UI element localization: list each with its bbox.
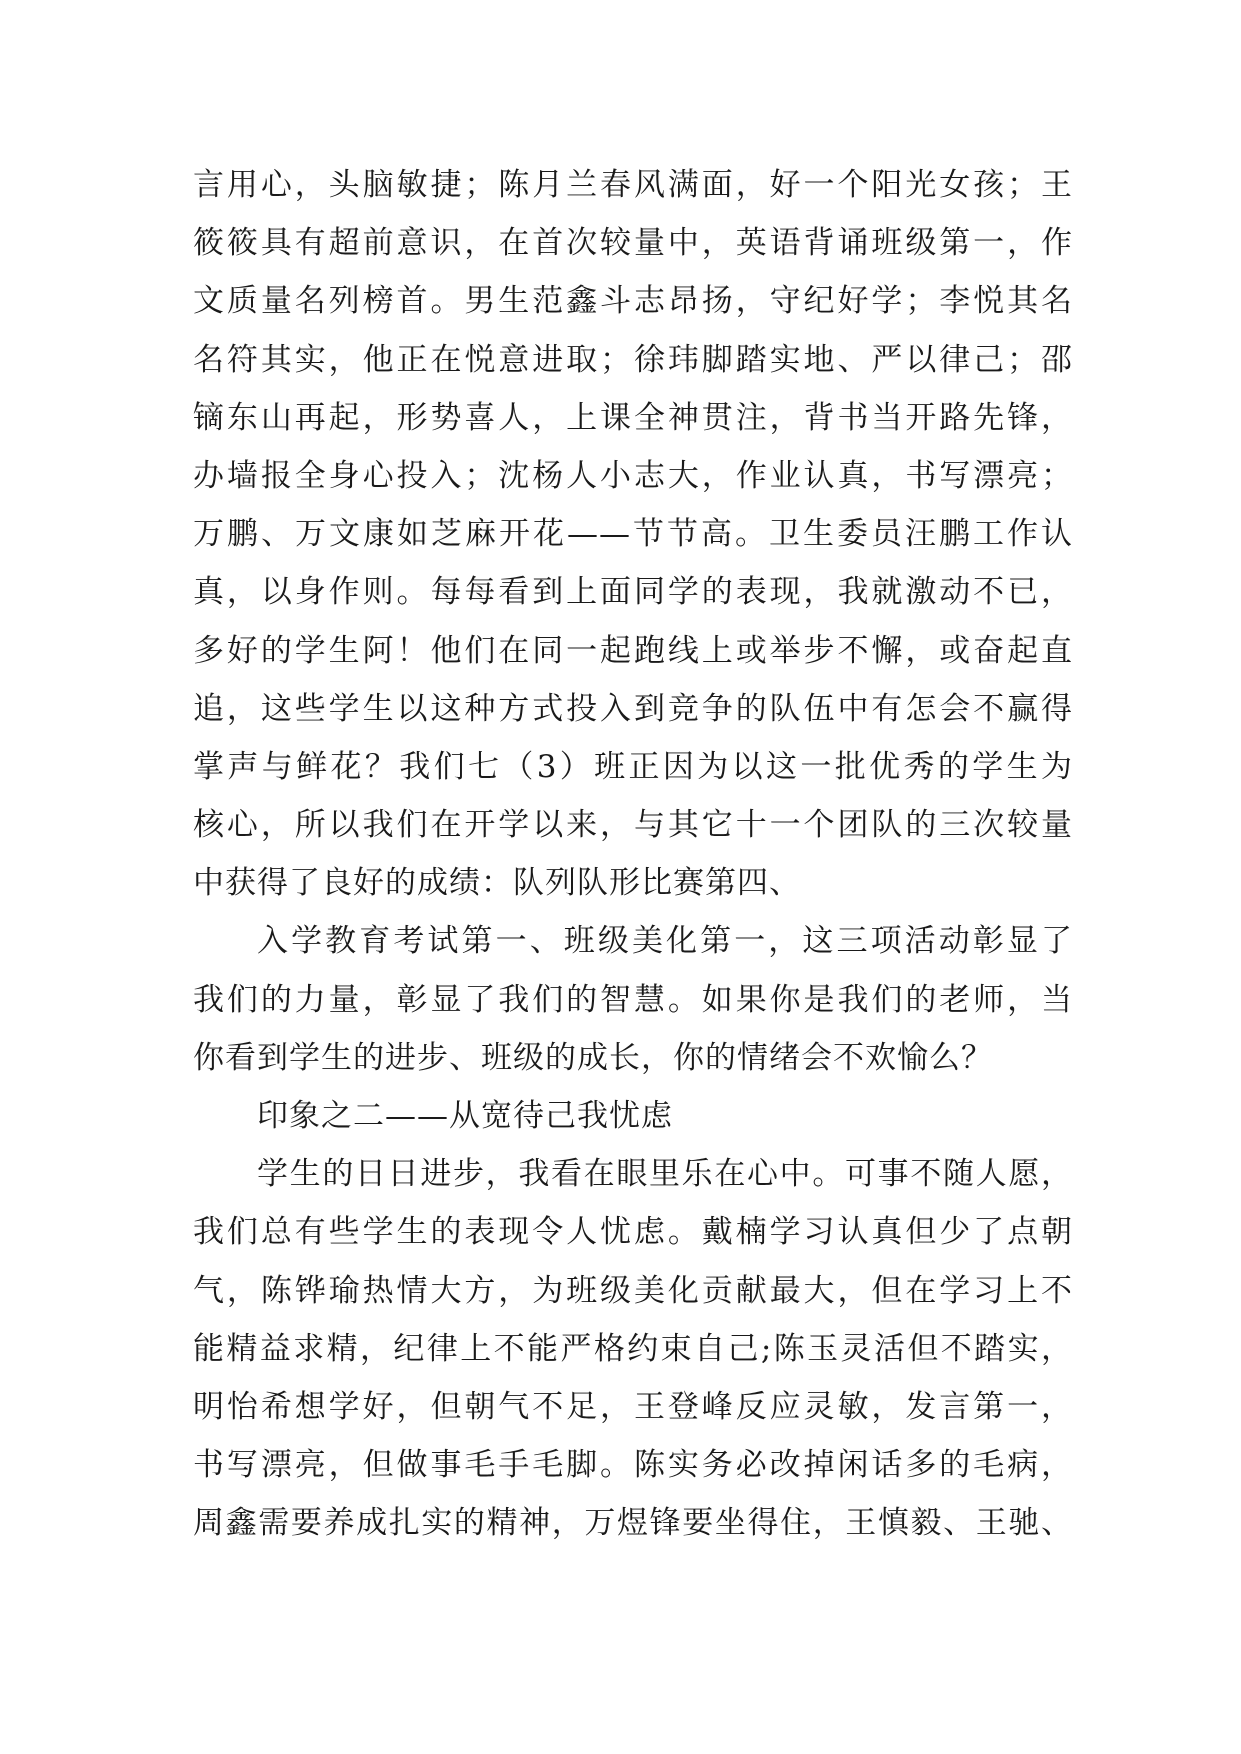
text-line: 入学教育考试第一、班级美化第一，这三项活动彰显了 — [257, 923, 1073, 960]
text-line: 办墙报全身心投入；沈杨人小志大，作业认真，书写漂亮； — [193, 457, 1073, 494]
text-line: 我们的力量，彰显了我们的智慧。如果你是我们的老师，当 — [193, 981, 1073, 1018]
text-line: 我们总有些学生的表现令人忧虑。戴楠学习认真但少了点朝 — [193, 1214, 1073, 1251]
text-line: 文质量名列榜首。男生范鑫斗志昂扬，守纪好学；李悦其名 — [193, 283, 1073, 320]
text-line: 筱筱具有超前意识，在首次较量中，英语背诵班级第一，作 — [193, 225, 1073, 262]
text-line: 万鹏、万文康如芝麻开花——节节高。卫生委员汪鹏工作认 — [193, 516, 1073, 553]
text-line: 追，这些学生以这种方式投入到竞争的队伍中有怎会不赢得 — [193, 690, 1073, 727]
text-line: 气，陈铧瑜热情大方，为班级美化贡献最大，但在学习上不 — [193, 1272, 1073, 1309]
document-body — [193, 156, 1073, 1553]
text-line: 书写漂亮，但做事毛手毛脚。陈实务必改掉闲话多的毛病， — [193, 1447, 1073, 1484]
text-line: 核心，所以我们在开学以来，与其它十一个团队的三次较量 — [193, 807, 1073, 844]
text-line: 名符其实，他正在悦意进取；徐玮脚踏实地、严以律己；邵 — [193, 341, 1073, 378]
text-line: 镝东山再起，形势喜人，上课全神贯注，背书当开路先锋， — [193, 399, 1073, 436]
text-line: 真，以身作则。每每看到上面同学的表现，我就激动不已， — [193, 574, 1073, 611]
text-line: 掌声与鲜花？我们七（3）班正因为以这一批优秀的学生为 — [193, 748, 1073, 785]
text-line: 你看到学生的进步、班级的成长，你的情绪会不欢愉么？ — [193, 1039, 993, 1076]
text-line: 言用心，头脑敏捷；陈月兰春风满面，好一个阳光女孩；王 — [193, 167, 1073, 203]
text-line: 学生的日日进步，我看在眼里乐在心中。可事不随人愿， — [257, 1156, 1073, 1193]
text-line: 周鑫需要养成扎实的精神，万煜锋要坐得住，王慎毅、王驰、 — [193, 1505, 1073, 1542]
text-line: 明怡希想学好，但朝气不足，王登峰反应灵敏，发言第一， — [193, 1388, 1073, 1425]
text-line: 多好的学生阿！他们在同一起跑线上或举步不懈，或奋起直 — [193, 632, 1073, 669]
text-line: 中获得了良好的成绩：队列队形比赛第四、 — [193, 865, 801, 902]
text-line: 印象之二——从宽待己我忧虑 — [257, 1098, 673, 1134]
text-line: 能精益求精，纪律上不能严格约束自己;陈玉灵活但不踏实， — [193, 1330, 1073, 1367]
